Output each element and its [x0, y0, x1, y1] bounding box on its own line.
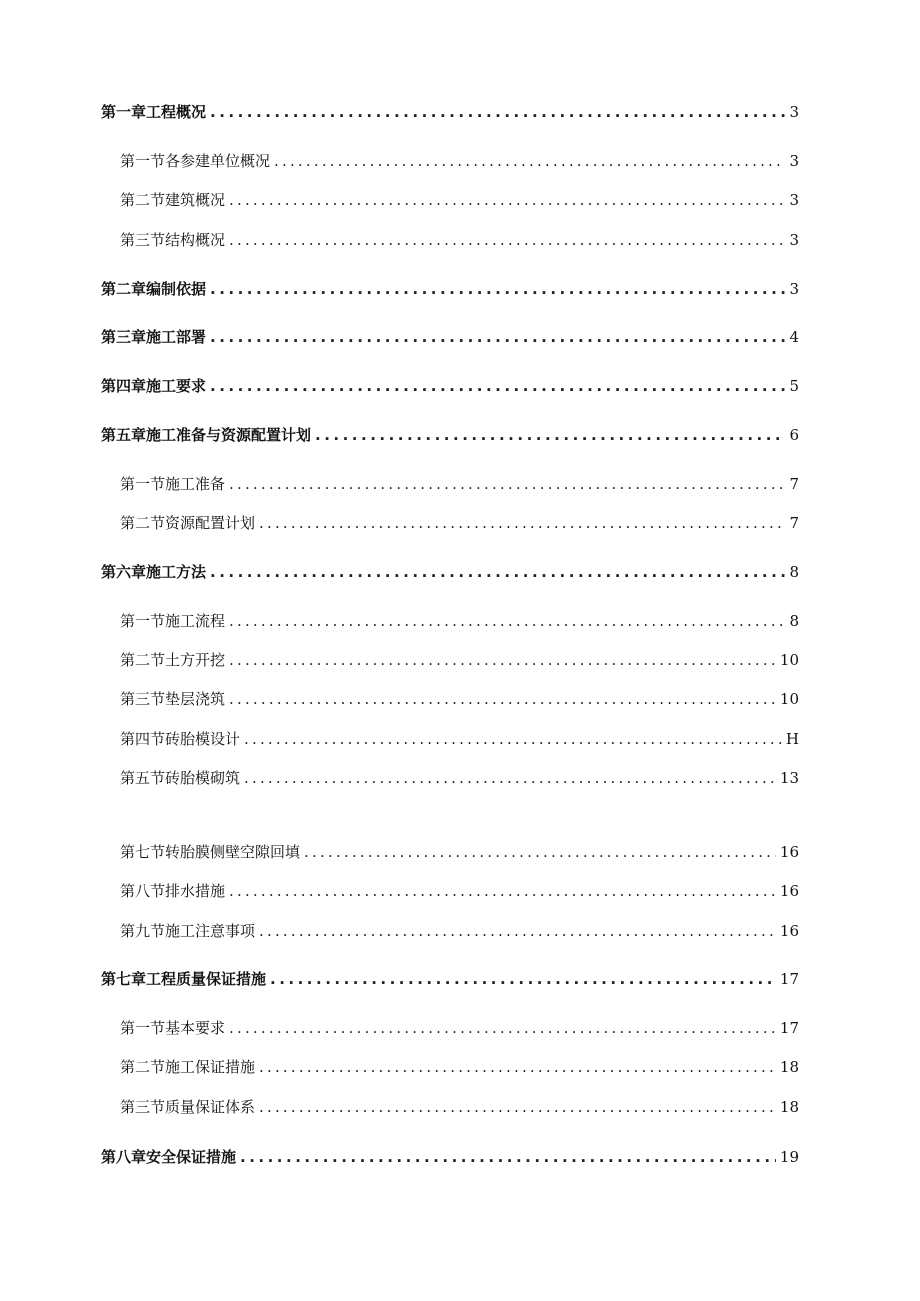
- toc-page-number: 4: [789, 328, 799, 346]
- toc-entry-section-6-5[interactable]: [120, 767, 799, 789]
- toc-page-number: 8: [789, 563, 799, 581]
- toc-entry-title: 第一节基本要求: [120, 1019, 226, 1037]
- toc-dot-leader: [259, 1056, 776, 1078]
- toc-entry-title: 第七章工程质量保证措施: [101, 970, 267, 988]
- toc-entry-title: 第五节砖胎模砌筑: [120, 769, 241, 787]
- toc-dot-leader: [210, 101, 785, 123]
- toc-entry-title: 第六章施工方法: [101, 563, 207, 581]
- toc-entry-title: 第二节土方开挖: [120, 651, 226, 669]
- toc-page-number: 8: [789, 612, 799, 630]
- toc-entry-title: 第一节各参建单位概况: [120, 152, 271, 170]
- toc-dot-leader: [274, 150, 785, 172]
- toc-page-number: 17: [779, 1019, 799, 1037]
- toc-entry-section-5-1[interactable]: [120, 473, 799, 495]
- toc-page-number: 3: [789, 231, 799, 249]
- toc-entry-section-5-2[interactable]: [120, 512, 799, 534]
- toc-dot-leader: [259, 920, 776, 942]
- toc-dot-leader: [315, 424, 785, 446]
- toc-page-number: 18: [779, 1098, 799, 1116]
- toc-page-number: 6: [789, 426, 799, 444]
- toc-page-number: 13: [779, 769, 799, 787]
- toc-dot-leader: [240, 1146, 776, 1168]
- toc-page-number: 3: [789, 191, 799, 209]
- toc-entry-section-7-3[interactable]: [120, 1096, 799, 1118]
- toc-entry-section-1-3[interactable]: [120, 229, 799, 251]
- toc-entry-chapter-5[interactable]: [101, 424, 799, 446]
- toc-entry-chapter-3[interactable]: [101, 326, 799, 348]
- toc-entry-title: 第三节结构概况: [120, 231, 226, 249]
- toc-dot-leader: [244, 767, 776, 789]
- toc-dot-leader: [229, 610, 785, 632]
- toc-entry-section-1-1[interactable]: [120, 150, 799, 172]
- toc-page-number: 19: [779, 1148, 799, 1166]
- toc-dot-leader: [259, 1096, 776, 1118]
- toc-page-number: 10: [779, 651, 799, 669]
- toc-entry-chapter-4[interactable]: [101, 375, 799, 397]
- toc-entry-title: 第二节施工保证措施: [120, 1058, 256, 1076]
- toc-entry-title: 第二章编制依据: [101, 280, 207, 298]
- toc-page-number: 16: [779, 882, 799, 900]
- toc-dot-leader: [229, 880, 776, 902]
- toc-entry-title: 第三节质量保证体系: [120, 1098, 256, 1116]
- toc-dot-leader: [210, 278, 785, 300]
- toc-entry-section-6-9[interactable]: [120, 920, 799, 942]
- toc-page-number: 3: [789, 152, 799, 170]
- toc-entry-title: 第三章施工部署: [101, 328, 207, 346]
- toc-entry-section-6-3[interactable]: [120, 688, 799, 710]
- toc-entry-title: 第二节资源配置计划: [120, 514, 256, 532]
- toc-entry-section-6-2[interactable]: [120, 649, 799, 671]
- toc-entry-title: 第三节垫层浇筑: [120, 690, 226, 708]
- toc-page-number: 5: [789, 377, 799, 395]
- toc-entry-section-6-4[interactable]: [120, 728, 799, 750]
- toc-dot-leader: [229, 189, 785, 211]
- toc-page-number: 16: [779, 922, 799, 940]
- toc-entry-section-7-2[interactable]: [120, 1056, 799, 1078]
- toc-dot-leader: [229, 688, 776, 710]
- toc-dot-leader: [244, 728, 782, 750]
- toc-dot-leader: [210, 326, 785, 348]
- toc-entry-section-6-7[interactable]: [120, 841, 799, 863]
- toc-entry-chapter-7[interactable]: [101, 968, 799, 990]
- toc-entry-title: 第八节排水措施: [120, 882, 226, 900]
- toc-page-number: 3: [789, 103, 799, 121]
- toc-entry-title: 第二节建筑概况: [120, 191, 226, 209]
- toc-entry-section-1-2[interactable]: [120, 189, 799, 211]
- toc-page-number: 7: [789, 475, 799, 493]
- toc-page-number: 18: [779, 1058, 799, 1076]
- toc-page-number: H: [785, 730, 799, 748]
- toc-entry-title: 第一章工程概况: [101, 103, 207, 121]
- toc-page-number: 10: [779, 690, 799, 708]
- toc-dot-leader: [229, 649, 776, 671]
- toc-dot-leader: [229, 229, 785, 251]
- toc-page-number: 7: [789, 514, 799, 532]
- toc-entry-title: 第五章施工准备与资源配置计划: [101, 426, 312, 444]
- toc-entry-chapter-8[interactable]: [101, 1146, 799, 1168]
- toc-entry-title: 第一节施工准备: [120, 475, 226, 493]
- toc-entry-section-6-8[interactable]: [120, 880, 799, 902]
- toc-entry-chapter-1[interactable]: [101, 101, 799, 123]
- toc-dot-leader: [210, 561, 785, 583]
- toc-page-number: 17: [779, 970, 799, 988]
- toc-dot-leader: [229, 473, 785, 495]
- toc-entry-chapter-2[interactable]: [101, 278, 799, 300]
- toc-entry-chapter-6[interactable]: [101, 561, 799, 583]
- toc-entry-title: 第一节施工流程: [120, 612, 226, 630]
- toc-entry-title: 第四章施工要求: [101, 377, 207, 395]
- toc-dot-leader: [259, 512, 785, 534]
- toc-dot-leader: [304, 841, 776, 863]
- toc-entry-section-6-1[interactable]: [120, 610, 799, 632]
- toc-entry-title: 第七节转胎膜侧壁空隙回填: [120, 843, 301, 861]
- toc-entry-section-7-1[interactable]: [120, 1017, 799, 1039]
- toc-page-number: 3: [789, 280, 799, 298]
- toc-dot-leader: [270, 968, 776, 990]
- toc-dot-leader: [229, 1017, 776, 1039]
- toc-page-number: 16: [779, 843, 799, 861]
- toc-entry-title: 第九节施工注意事项: [120, 922, 256, 940]
- toc-entry-title: 第四节砖胎模设计: [120, 730, 241, 748]
- toc-dot-leader: [210, 375, 785, 397]
- toc-entry-title: 第八章安全保证措施: [101, 1148, 237, 1166]
